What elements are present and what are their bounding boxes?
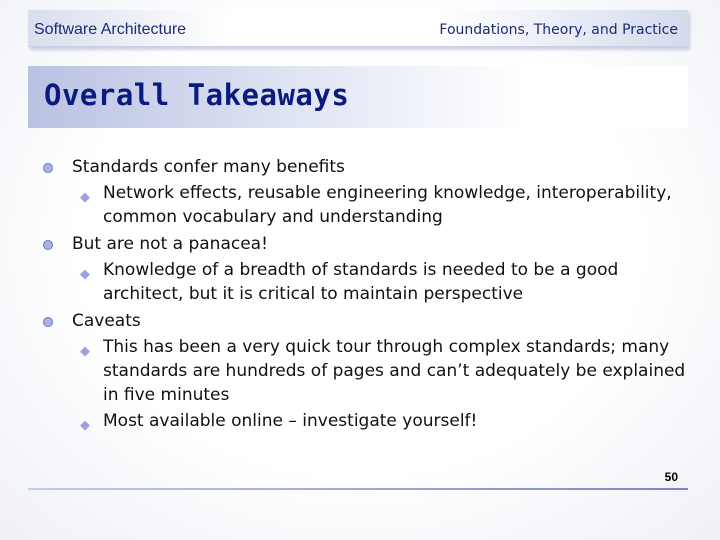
page-number: 50 (664, 470, 678, 484)
sub-bullet-text: This has been a very quick tour through complex standards; many standards are hundreds of pages and can’t adequately be explained in five minutes (103, 337, 686, 405)
sub-bullet-text: Most available online – investigate yourself! (103, 411, 478, 431)
bullet-dot-icon (43, 240, 53, 250)
slide-title: Overall Takeaways (44, 78, 350, 112)
diamond-bullet-icon: ◆ (80, 418, 90, 433)
bullet-text: Caveats (72, 311, 141, 331)
diamond-bullet-icon: ◆ (80, 344, 90, 359)
bullet-list (40, 152, 700, 433)
sub-bullet-text: Network effects, reusable engineering knowledge, interoperability, common vocabulary and understanding (103, 183, 672, 227)
diamond-bullet-icon: ◆ (80, 190, 90, 205)
sub-bullet-item (40, 181, 700, 229)
bullet-text: Standards confer many benefits (72, 157, 345, 177)
bullet-item (40, 155, 700, 179)
bullet-item (40, 232, 700, 256)
bullet-dot-icon (43, 317, 53, 327)
sub-bullet-text: Knowledge of a breadth of standards is needed to be a good architect, but it is critical to maintain perspective (103, 260, 619, 304)
slide-header (28, 10, 688, 47)
diamond-bullet-icon: ◆ (80, 267, 90, 282)
bullet-text: But are not a panacea! (72, 234, 268, 254)
header-subtitle: Foundations, Theory, and Practice (439, 22, 678, 38)
bottom-rule (28, 488, 688, 490)
header-course-title: Software Architecture (34, 21, 187, 38)
sub-bullet-item (40, 258, 700, 306)
sub-bullet-item (40, 335, 700, 407)
sub-bullet-item (40, 409, 700, 433)
bullet-dot-icon (43, 163, 53, 173)
bullet-item (40, 309, 700, 333)
